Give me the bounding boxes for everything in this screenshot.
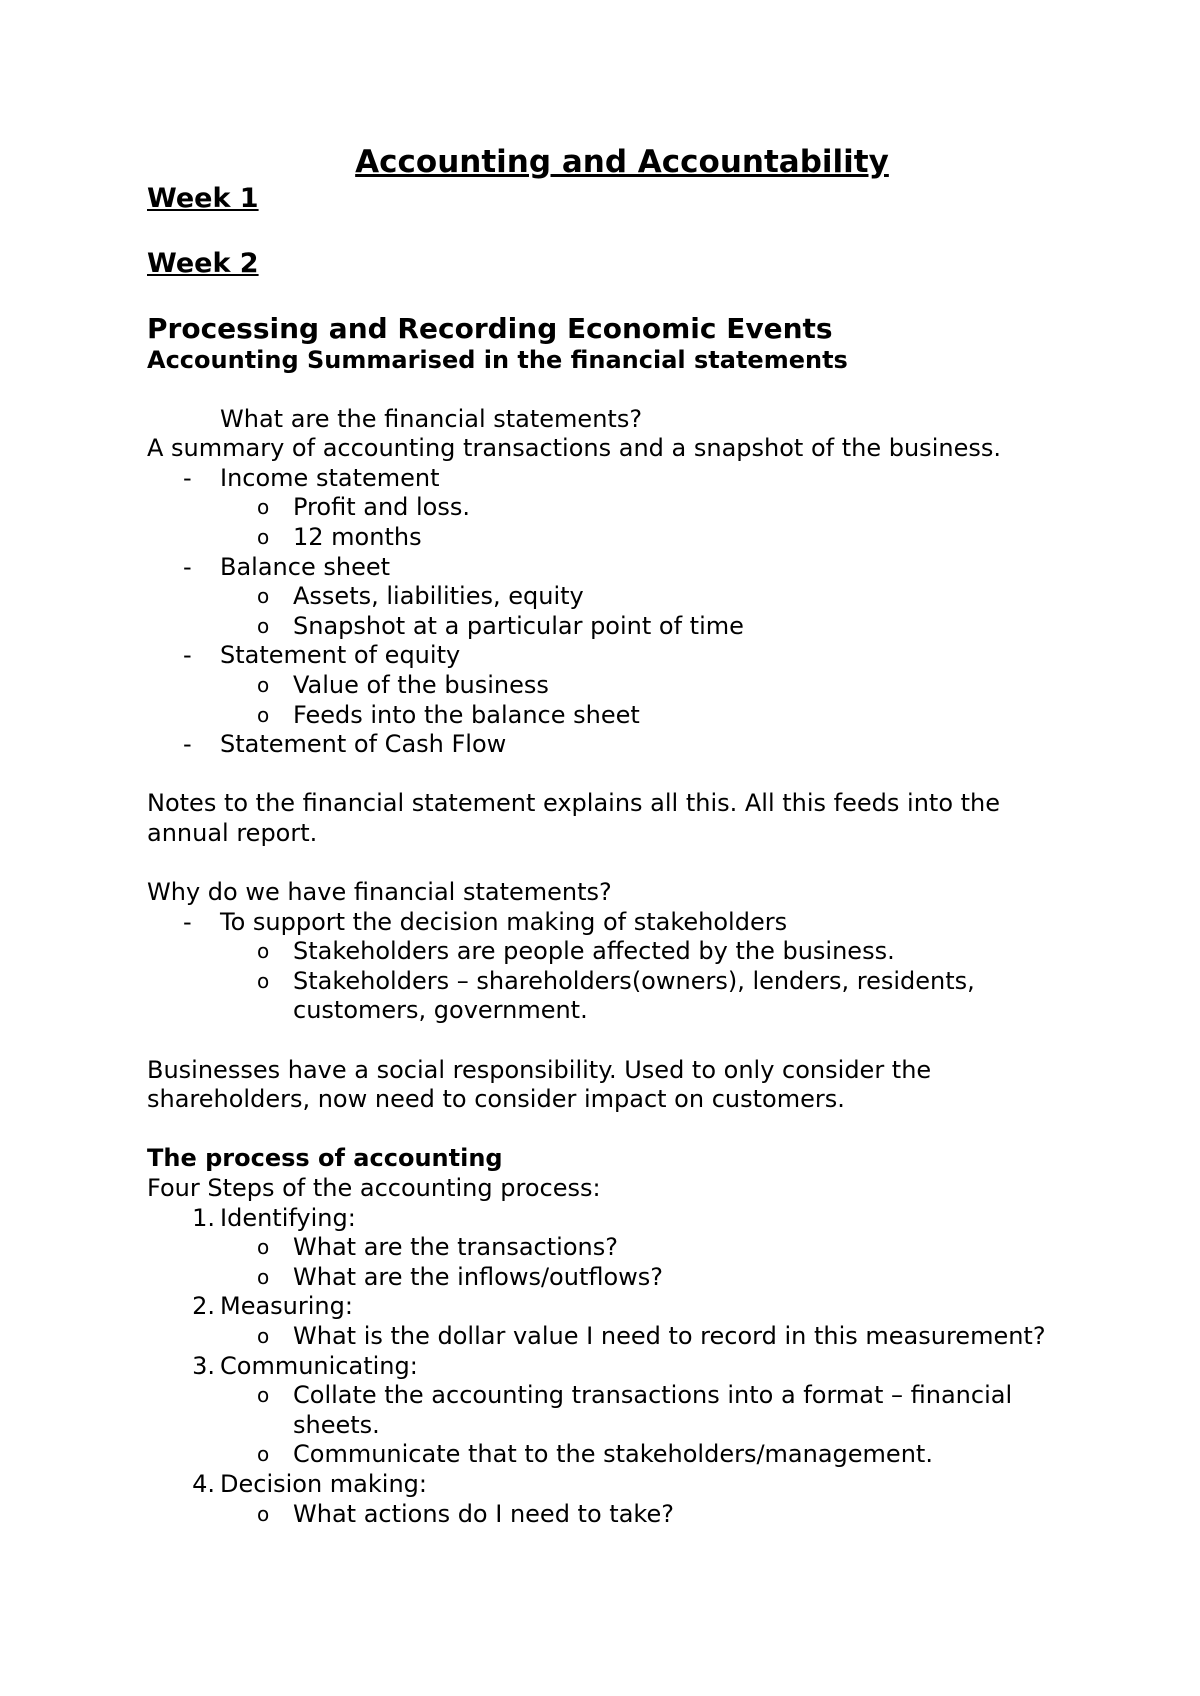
section-heading: Processing and Recording Economic Events <box>147 312 833 345</box>
step-number: 4. <box>192 1469 215 1498</box>
why-question: Why do we have financial statements? <box>147 878 612 907</box>
sub-list-item: o Communicate that to the stakeholders/management. <box>257 1440 933 1469</box>
step-item: 2. Measuring: <box>147 1292 1087 1322</box>
week-1-heading: Week 1 <box>147 183 259 214</box>
section-subheading: Accounting Summarised in the financial statements <box>147 346 848 374</box>
dash-marker: - <box>183 641 192 670</box>
question-text: What are the financial statements? <box>220 404 643 433</box>
list-item: - To support the decision making of stakeholders <box>183 907 788 936</box>
circle-bullet-icon: o <box>257 495 270 520</box>
sub-list-item: o Stakeholders – shareholders(owners), lenders, residents, customers, government. <box>257 966 975 1025</box>
document-title: Accounting and Accountability <box>355 144 889 180</box>
circle-bullet-icon: o <box>257 524 270 549</box>
circle-bullet-icon: o <box>257 584 270 609</box>
notes-paragraph: Notes to the financial statement explains all this. All this feeds into the annual report. <box>147 789 1001 847</box>
circle-bullet-icon: o <box>257 1442 270 1467</box>
dash-marker: - <box>183 463 192 492</box>
sub-list-item: o Assets, liabilities, equity <box>257 582 584 611</box>
sub-list-item: o Stakeholders are people affected by the business. <box>257 937 895 966</box>
sub-list-item: o What are the inflows/outflows? <box>257 1262 664 1291</box>
why-list <box>147 908 1087 1026</box>
circle-bullet-icon: o <box>257 1501 270 1526</box>
sub-list-item: o 12 months <box>257 522 422 551</box>
step-number: 1. <box>192 1203 215 1232</box>
dash-marker: - <box>183 730 192 759</box>
circle-bullet-icon: o <box>257 672 270 697</box>
step-number: 2. <box>192 1292 215 1321</box>
circle-bullet-icon: o <box>257 702 270 727</box>
social-paragraph: Businesses have a social responsibility. Used to only consider the shareholders, now need to consider impact on customers. <box>147 1055 932 1114</box>
sub-list-item: o Feeds into the balance sheet <box>257 700 640 729</box>
statements-list <box>147 464 1087 760</box>
step-item: 3. Communicating: <box>147 1352 1087 1382</box>
sub-list-item: o What is the dollar value I need to record in this measurement? <box>257 1322 1046 1350</box>
list-item: - Income statement <box>183 463 440 492</box>
circle-bullet-icon: o <box>257 939 270 964</box>
process-intro: Four Steps of the accounting process: <box>147 1174 601 1203</box>
circle-bullet-icon: o <box>257 968 270 993</box>
sub-list-item: o Snapshot at a particular point of time <box>257 611 744 640</box>
step-item: 1. Identifying: <box>147 1204 1087 1234</box>
circle-bullet-icon: o <box>257 613 270 638</box>
process-steps-list <box>147 1204 1087 1530</box>
step-number: 3. <box>192 1351 215 1380</box>
week-2-heading: Week 2 <box>147 248 259 279</box>
sub-list-item: o Value of the business <box>257 670 549 699</box>
process-heading: The process of accounting <box>147 1144 503 1173</box>
circle-bullet-icon: o <box>257 1235 270 1260</box>
dash-marker: - <box>183 907 192 936</box>
answer-text: A summary of accounting transactions and a snapshot of the business. <box>147 434 1001 463</box>
list-item: - Statement of Cash Flow <box>183 730 507 759</box>
dash-marker: - <box>183 552 192 581</box>
step-item: 4. Decision making: <box>147 1470 1087 1500</box>
circle-bullet-icon: o <box>257 1324 270 1348</box>
sub-list-item: o What actions do I need to take? <box>257 1499 674 1528</box>
circle-bullet-icon: o <box>257 1383 270 1408</box>
sub-list-item: o What are the transactions? <box>257 1233 618 1262</box>
document-page <box>147 142 1087 1529</box>
sub-list-item: o Collate the accounting transactions into a format – financial sheets. <box>257 1381 1013 1439</box>
sub-list-item: o Profit and loss. <box>257 493 470 522</box>
circle-bullet-icon: o <box>257 1264 270 1289</box>
list-item: - Balance sheet <box>183 552 391 581</box>
list-item: - Statement of equity <box>183 641 461 670</box>
